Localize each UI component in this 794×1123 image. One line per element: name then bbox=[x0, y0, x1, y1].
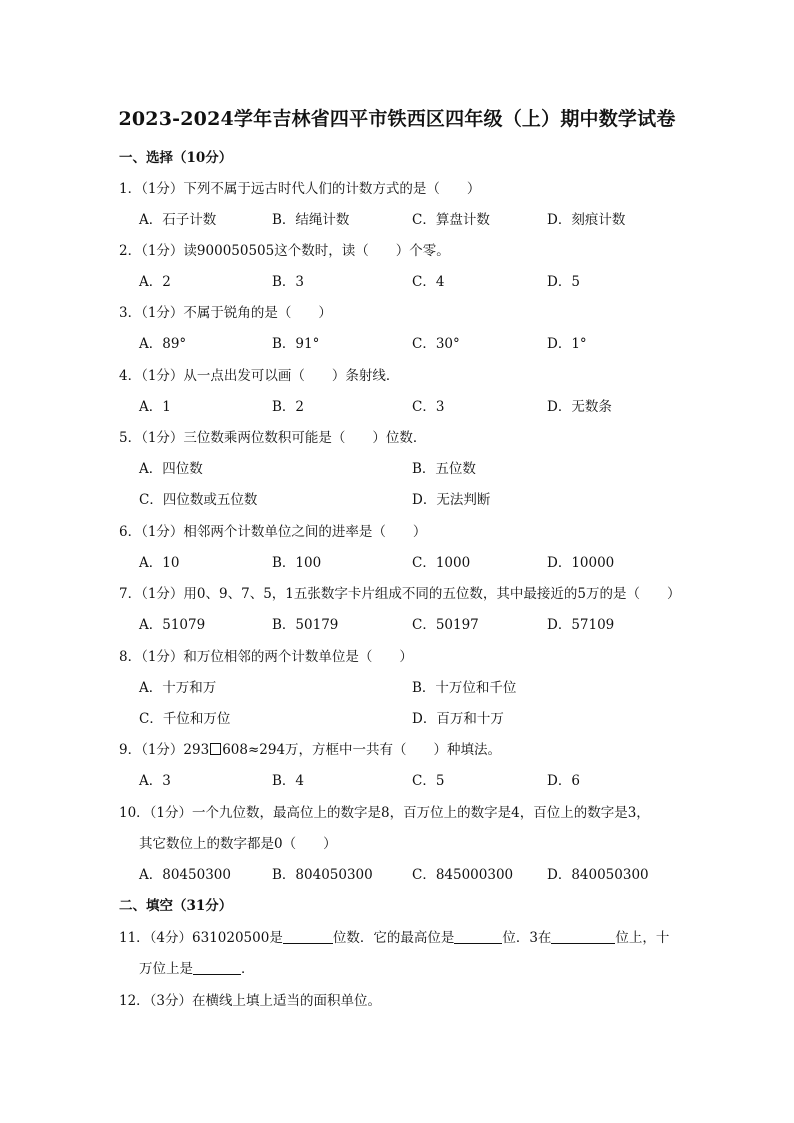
q6-option-a: A．10 bbox=[139, 555, 180, 571]
q2-option-a: A．2 bbox=[139, 274, 171, 290]
question-10-continued: 其它数位上的数字都是0（ ） bbox=[139, 836, 337, 852]
q6-option-d: D．10000 bbox=[547, 555, 615, 571]
q4-option-c: C．3 bbox=[412, 399, 445, 415]
question-6: 6．（1分）相邻两个计数单位之间的进率是（ ） bbox=[119, 524, 427, 540]
q4-option-b: B．2 bbox=[272, 399, 305, 415]
q11-part-6: ． bbox=[241, 961, 255, 977]
q11-part-3: 位．3在 bbox=[502, 930, 552, 946]
q10-option-a: A．80450300 bbox=[139, 867, 231, 883]
q1-option-a: A．石子计数 bbox=[139, 212, 217, 228]
answer-blank[interactable] bbox=[551, 929, 615, 944]
q3-option-b: B．91° bbox=[272, 336, 320, 352]
page-title: 2023-2024学年吉林省四平市铁西区四年级（上）期中数学试卷 bbox=[118, 108, 676, 130]
q11-part-4: 位上，十 bbox=[615, 930, 670, 946]
q1-option-d: D．刻痕计数 bbox=[547, 212, 626, 228]
q9-option-c: C．5 bbox=[412, 773, 445, 789]
question-11 bbox=[119, 926, 669, 946]
q11-part-2: 位数．它的最高位是 bbox=[332, 930, 455, 946]
question-9 bbox=[119, 738, 501, 758]
q3-option-c: C．30° bbox=[412, 336, 460, 352]
q4-option-d: D．无数条 bbox=[547, 399, 612, 415]
question-11-continued bbox=[139, 957, 255, 977]
q10-option-d: D．840050300 bbox=[547, 867, 649, 883]
q7-option-a: A．51079 bbox=[139, 617, 206, 633]
question-5: 5．（1分）三位数乘两位数积可能是（ ）位数． bbox=[119, 430, 427, 446]
q10-option-b: B．804050300 bbox=[272, 867, 373, 883]
q2-option-b: B．3 bbox=[272, 274, 305, 290]
question-8: 8．（1分）和万位相邻的两个计数单位是（ ） bbox=[119, 649, 413, 665]
square-box-icon bbox=[210, 743, 221, 755]
q5-option-d: D．无法判断 bbox=[412, 492, 491, 508]
q1-option-b: B．结绳计数 bbox=[272, 212, 350, 228]
q10-option-c: C．845000300 bbox=[412, 867, 514, 883]
q6-option-b: B．100 bbox=[272, 555, 322, 571]
q3-option-d: D．1° bbox=[547, 336, 587, 352]
q9-option-b: B．4 bbox=[272, 773, 305, 789]
question-9-part-b: 608≈294万，方框中一共有（ ）种填法。 bbox=[222, 742, 502, 758]
question-3: 3．（1分）不属于锐角的是（ ） bbox=[119, 305, 332, 321]
q8-option-b: B．十万位和千位 bbox=[412, 680, 517, 696]
q5-option-a: A．四位数 bbox=[139, 461, 203, 477]
question-12: 12．（3分）在横线上填上适当的面积单位。 bbox=[119, 993, 382, 1009]
q7-option-c: C．50197 bbox=[412, 617, 479, 633]
q4-option-a: A．1 bbox=[139, 399, 171, 415]
q3-option-a: A．89° bbox=[139, 336, 187, 352]
q1-option-c: C．算盘计数 bbox=[412, 212, 490, 228]
question-2: 2．（1分）读900050505这个数时，读（ ）个零。 bbox=[119, 243, 450, 259]
q2-option-c: C．4 bbox=[412, 274, 445, 290]
question-4: 4．（1分）从一点出发可以画（ ）条射线． bbox=[119, 368, 400, 384]
q8-option-d: D．百万和十万 bbox=[412, 711, 504, 727]
q2-option-d: D．5 bbox=[547, 274, 580, 290]
q9-option-d: D．6 bbox=[547, 773, 580, 789]
q8-option-a: A．十万和万 bbox=[139, 680, 217, 696]
q11-part-5: 万位上是 bbox=[139, 961, 193, 977]
question-10: 10．（1分）一个九位数，最高位上的数字是8，百万位上的数字是4，百位上的数字是3， bbox=[119, 805, 650, 821]
answer-blank[interactable] bbox=[193, 960, 241, 975]
q6-option-c: C．1000 bbox=[412, 555, 471, 571]
question-7: 7．（1分）用0、9、7、5，1五张数字卡片组成不同的五位数，其中最接近的5万的是（ ） bbox=[119, 586, 681, 602]
answer-blank[interactable] bbox=[454, 929, 502, 944]
q7-option-d: D．57109 bbox=[547, 617, 615, 633]
q7-option-b: B．50179 bbox=[272, 617, 339, 633]
q5-option-b: B．五位数 bbox=[412, 461, 476, 477]
q5-option-c: C．四位数或五位数 bbox=[139, 492, 258, 508]
q9-option-a: A．3 bbox=[139, 773, 171, 789]
q8-option-c: C．千位和万位 bbox=[139, 711, 231, 727]
section-heading-fill: 二、填空（31分） bbox=[119, 898, 233, 914]
answer-blank[interactable] bbox=[283, 929, 333, 944]
question-9-part-a: 9．（1分）293 bbox=[119, 742, 210, 758]
question-1: 1．（1分）下列不属于远古时代人们的计数方式的是（ ） bbox=[119, 181, 481, 197]
section-heading-choice: 一、选择（10分） bbox=[119, 150, 233, 166]
q11-part-1: 11．（4分）631020500是 bbox=[119, 930, 283, 946]
